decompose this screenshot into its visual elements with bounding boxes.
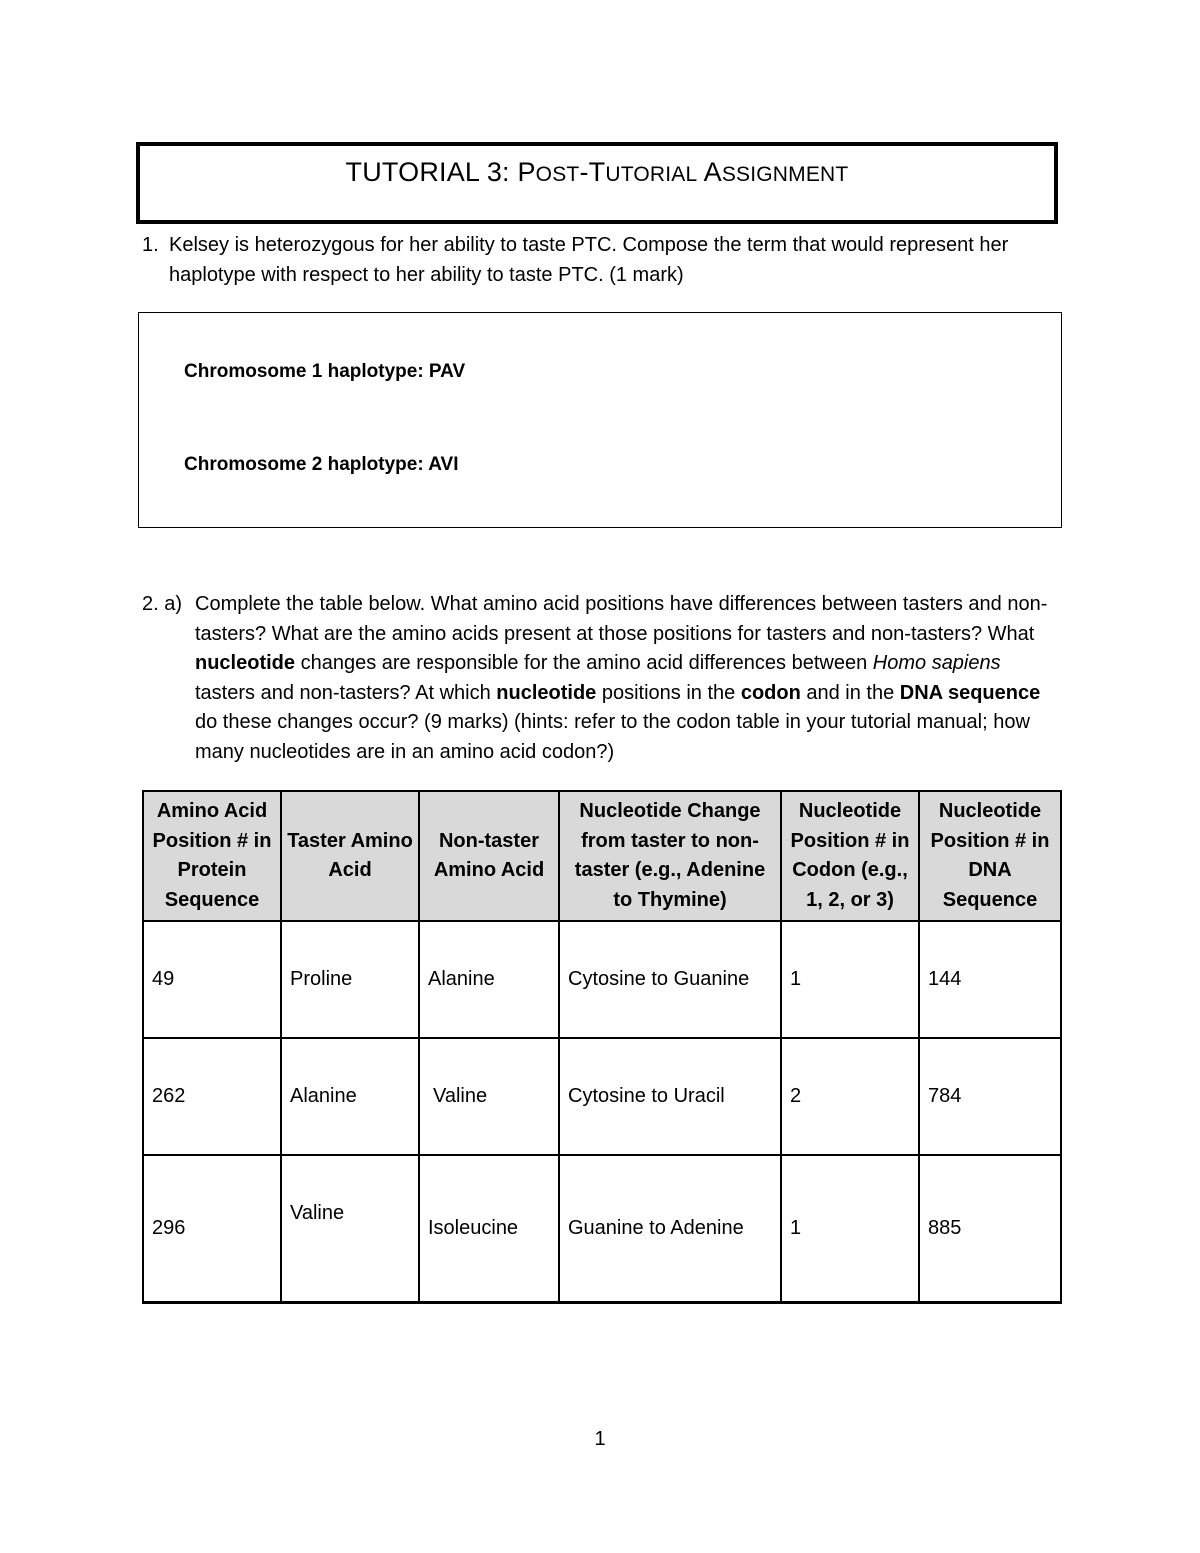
chromosome-2-haplotype: Chromosome 2 haplotype: AVI bbox=[184, 454, 459, 475]
header-nucleotide-change: Nucleotide Change from taster to non-taster (e.g., Adenine to Thymine) bbox=[559, 791, 781, 921]
table-header-row bbox=[143, 791, 1061, 921]
question-1-number: 1. bbox=[142, 234, 159, 256]
table-cell: Cytosine to Guanine bbox=[559, 921, 781, 1038]
header-dna-position: Nucleotide Position # in DNA Sequence bbox=[919, 791, 1061, 921]
table-cell: 1 bbox=[781, 921, 919, 1038]
header-nontaster-aa: Non-taster Amino Acid bbox=[419, 791, 559, 921]
table-cell: Guanine to Adenine bbox=[559, 1155, 781, 1303]
table-cell: 2 bbox=[781, 1038, 919, 1155]
table-cell: Alanine bbox=[281, 1038, 419, 1155]
table-cell: Valine bbox=[419, 1038, 559, 1155]
table-cell: 262 bbox=[143, 1038, 281, 1155]
question-1-text: Kelsey is heterozygous for her ability to taste PTC. Compose the term that would represent her haplotype with respect to her ability to taste PTC. (1 mark) bbox=[169, 234, 1009, 286]
table-cell: Proline bbox=[281, 921, 419, 1038]
question-2a bbox=[142, 590, 1062, 767]
question-2a-text: Complete the table below. What amino acid positions have differences between tasters and non-tasters? What are the amino acids present at those positions for tasters and non-tasters? What nucleotide changes are responsible for the amino acid differences between Homo sapiens tasters and non-tasters? At which nucleotide positions in the codon and in the DNA sequence do these changes occur? (9 marks) (hints: refer to the codon table in your tutorial manual; how many nucleotides are in an amino acid codon?) bbox=[195, 593, 1048, 763]
table-cell: 784 bbox=[919, 1038, 1061, 1155]
table-cell: Valine bbox=[281, 1155, 419, 1303]
table-cell: 49 bbox=[143, 921, 281, 1038]
page-number: 1 bbox=[594, 1428, 606, 1450]
question-2a-number: 2. a) bbox=[142, 593, 183, 615]
amino-acid-table bbox=[142, 790, 1062, 1304]
table-row bbox=[143, 1155, 1061, 1303]
table-cell: 1 bbox=[781, 1155, 919, 1303]
table-cell: 885 bbox=[919, 1155, 1061, 1303]
table-row bbox=[143, 1038, 1061, 1155]
title-box bbox=[136, 142, 1058, 224]
header-aa-position: Amino Acid Position # in Protein Sequence bbox=[143, 791, 281, 921]
header-codon-position: Nucleotide Position # in Codon (e.g., 1, 2, or 3) bbox=[781, 791, 919, 921]
question-1 bbox=[142, 230, 1062, 290]
table-cell: Cytosine to Uracil bbox=[559, 1038, 781, 1155]
chromosome-1-haplotype: Chromosome 1 haplotype: PAV bbox=[184, 361, 466, 382]
table-cell: 296 bbox=[143, 1155, 281, 1303]
table-cell: Alanine bbox=[419, 921, 559, 1038]
table-cell: 144 bbox=[919, 921, 1061, 1038]
table-row bbox=[143, 921, 1061, 1038]
answer-box bbox=[138, 312, 1062, 528]
table-cell: Isoleucine bbox=[419, 1155, 559, 1303]
header-taster-aa: Taster Amino Acid bbox=[281, 791, 419, 921]
page-title: TUTORIAL 3: POST-TUTORIAL ASSIGNMENT bbox=[345, 157, 849, 187]
